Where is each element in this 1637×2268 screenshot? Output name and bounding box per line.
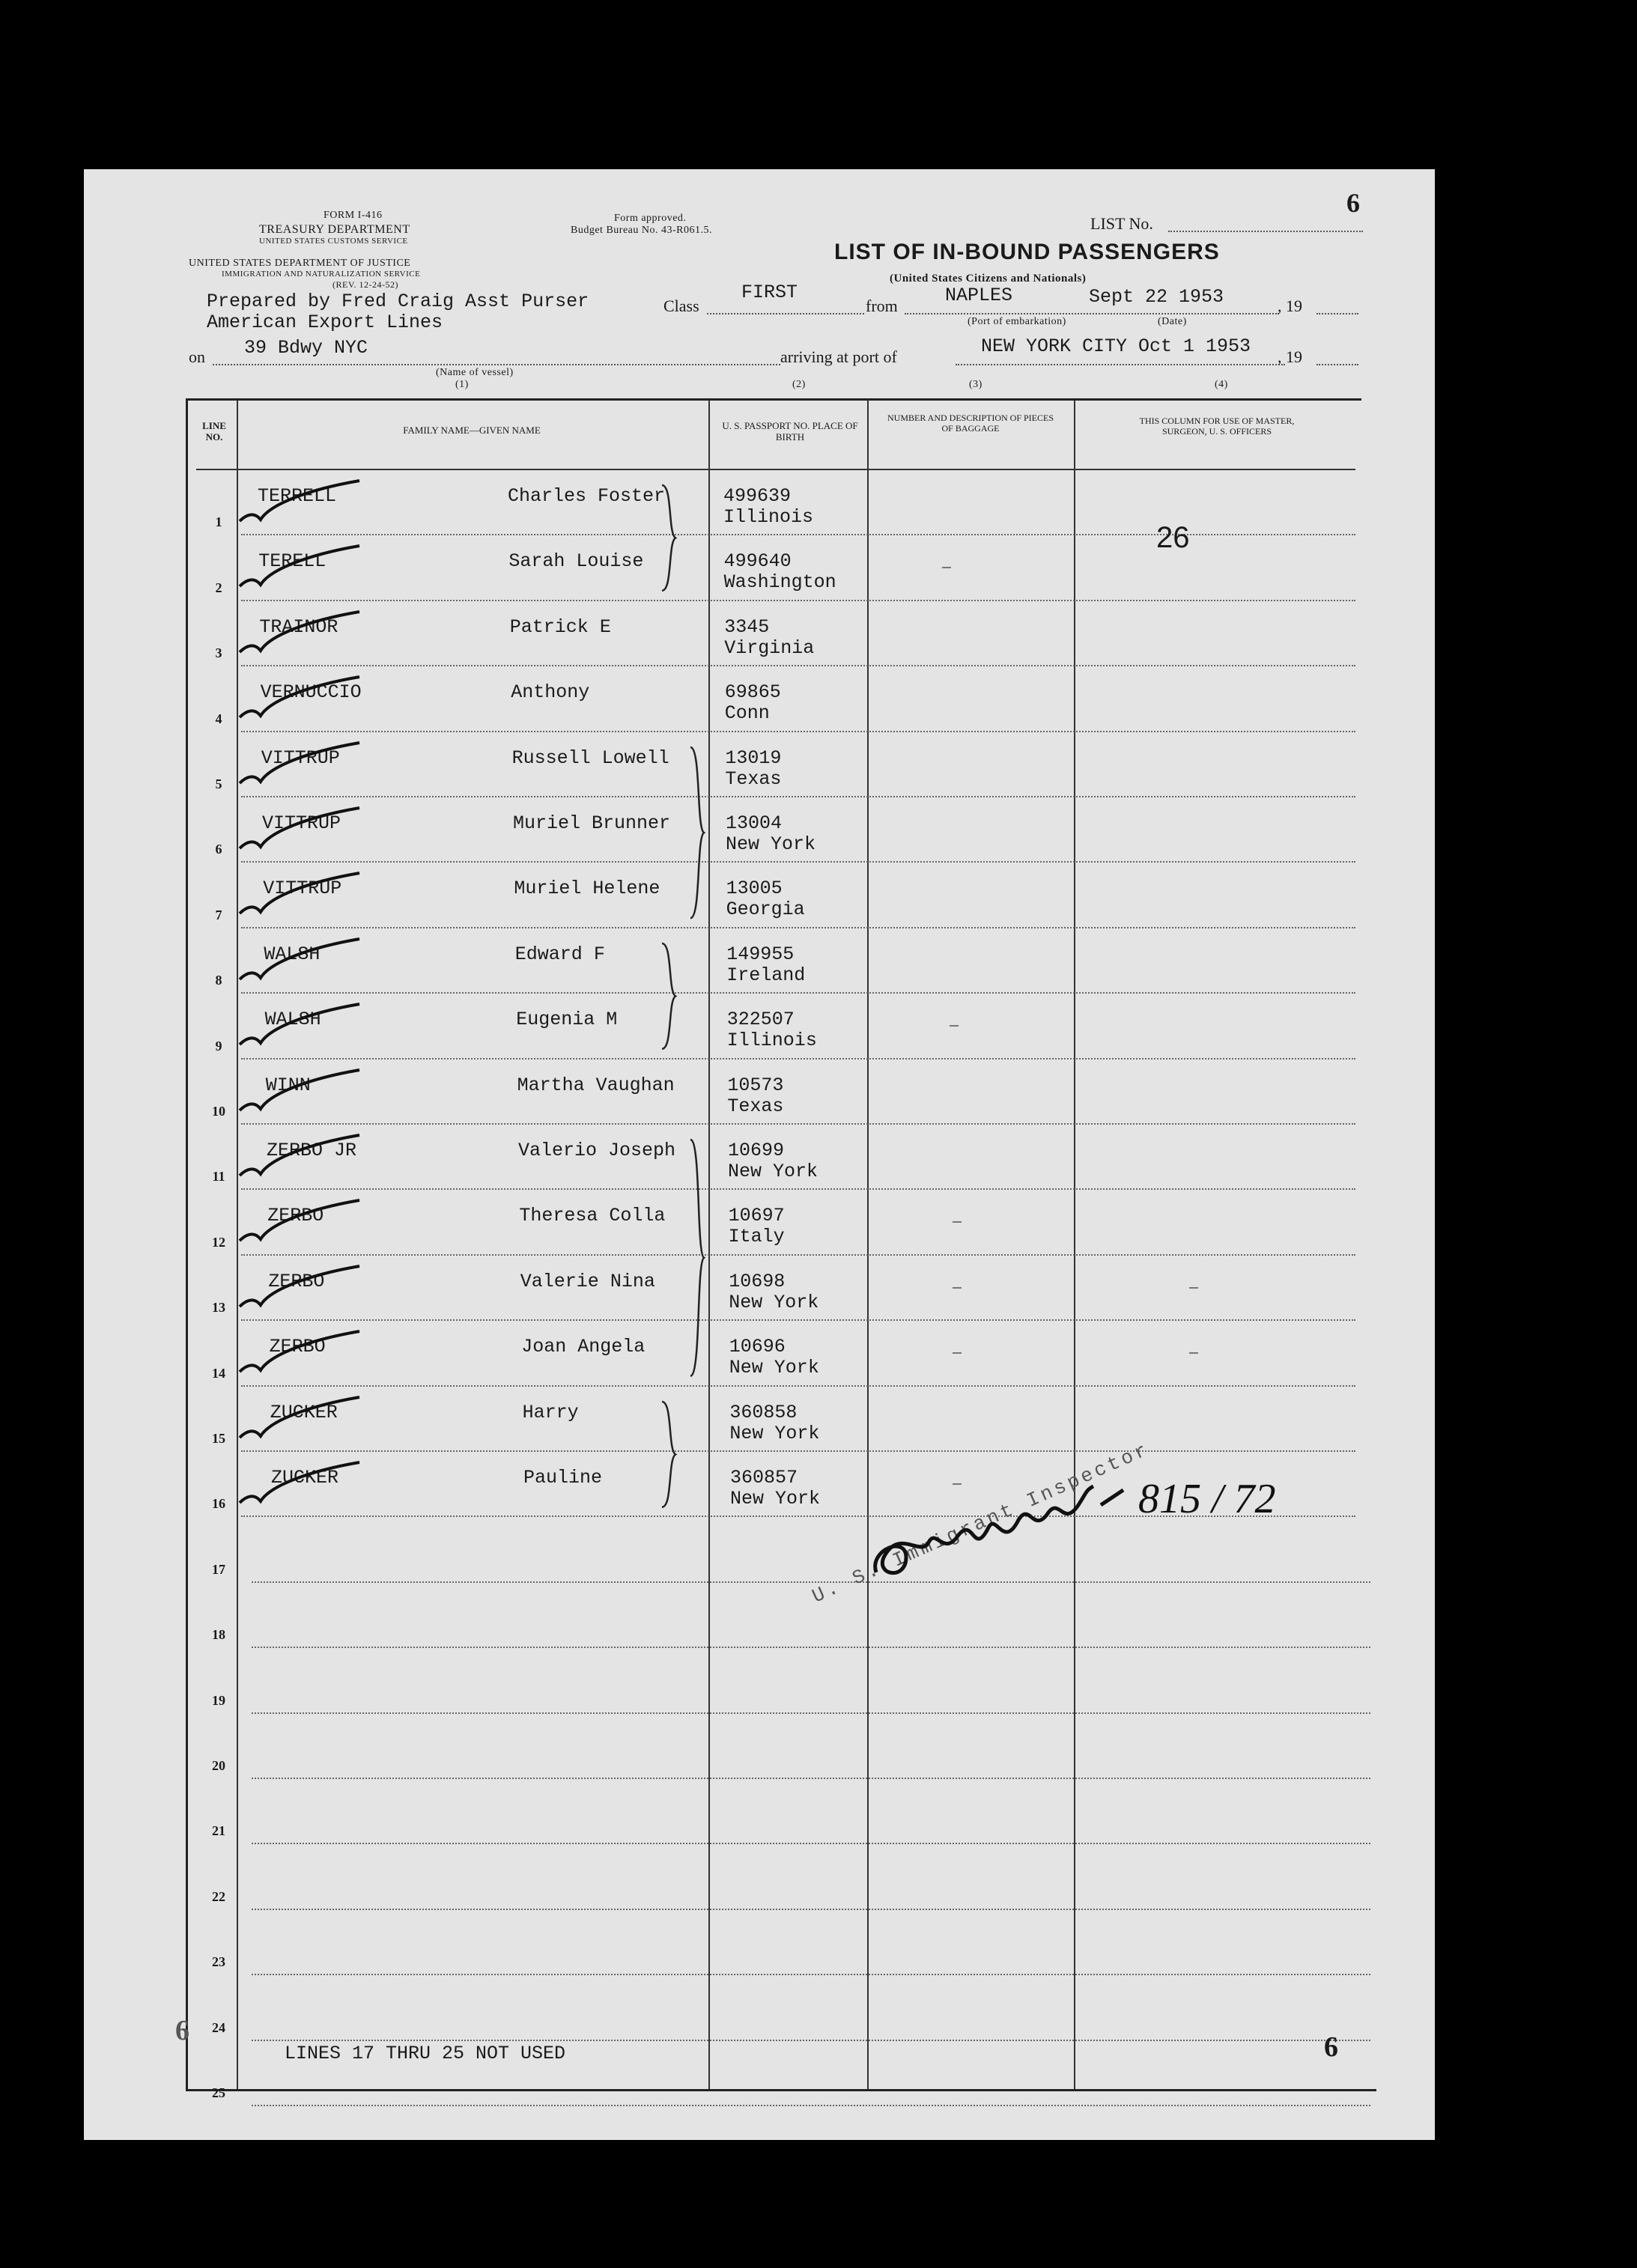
- check-mark: [225, 737, 389, 804]
- class-value: FIRST: [741, 282, 798, 303]
- check-mark: [225, 671, 389, 738]
- family-name: WALSH: [264, 1009, 321, 1031]
- arriving-value: NEW YORK CITY Oct 1 1953: [981, 335, 1251, 357]
- row-divider: [252, 2040, 1370, 2041]
- list-no-label: LIST No.: [1090, 214, 1153, 233]
- family-bracket: [659, 942, 681, 1051]
- passport-number: 322507: [726, 1009, 795, 1031]
- row-number: 15: [212, 1431, 225, 1446]
- family-name: ZERBO: [267, 1205, 324, 1227]
- passport-number: 10697: [728, 1205, 785, 1227]
- row-number: 7: [215, 907, 222, 922]
- row-divider: [241, 1188, 1355, 1190]
- family-bracket: [687, 1138, 710, 1378]
- row-number: 6: [215, 842, 222, 857]
- year-line-2: [1316, 364, 1358, 365]
- col-header-passport: U. S. PASSPORT NO. PLACE OF BIRTH: [722, 420, 858, 443]
- passport-number: 13019: [725, 747, 782, 769]
- blank-dash: [950, 1025, 959, 1027]
- blank-dash: [942, 567, 951, 568]
- family-name: ZERBO: [268, 1270, 325, 1292]
- place-of-birth: New York: [728, 1161, 818, 1182]
- check-mark: [225, 1391, 389, 1459]
- check-mark: [225, 998, 389, 1065]
- address: 39 Bdwy NYC: [244, 337, 368, 359]
- company-name: American Export Lines: [207, 311, 443, 333]
- passport-number: 13004: [726, 812, 783, 834]
- table-left-border: [186, 398, 188, 2091]
- row-divider: [241, 992, 1355, 994]
- row-divider: [252, 1778, 1370, 1779]
- passport-number: 10698: [729, 1270, 786, 1292]
- page-title: LIST OF IN-BOUND PASSENGERS: [834, 240, 1220, 264]
- row-divider: [252, 2105, 1370, 2106]
- row-number: 24: [212, 2019, 225, 2035]
- col4-num: (4): [1215, 379, 1228, 390]
- row-divider: [241, 927, 1355, 928]
- footer-note: LINES 17 THRU 25 NOT USED: [285, 2043, 566, 2064]
- arriving-label: arriving at port of: [780, 347, 897, 366]
- place-of-birth: Washington: [723, 571, 836, 594]
- row-number: 2: [215, 580, 222, 595]
- place-of-birth: Texas: [725, 767, 782, 790]
- row-number: 8: [215, 973, 222, 988]
- page-number-bottom-left: 6: [175, 2015, 189, 2046]
- from-line: [905, 313, 1279, 314]
- page-number-top: 6: [1346, 188, 1360, 218]
- place-of-birth: Illinois: [726, 1030, 817, 1052]
- passport-number: 13005: [726, 878, 783, 900]
- check-mark: [225, 867, 389, 934]
- given-name: Muriel Helene: [514, 878, 660, 900]
- row-divider: [241, 665, 1355, 666]
- vessel-label: (Name of vessel): [436, 367, 514, 378]
- check-mark: [225, 1194, 389, 1262]
- place-of-birth: Virginia: [724, 636, 815, 659]
- given-name: Harry: [522, 1401, 579, 1423]
- justice-department: UNITED STATES DEPARTMENT OF JUSTICE: [189, 258, 411, 269]
- given-name: Patrick E: [509, 615, 611, 638]
- family-name: ZUCKER: [271, 1467, 339, 1489]
- family-name: VITTRUP: [261, 747, 340, 769]
- family-name: VERNUCCIO: [260, 681, 362, 704]
- row-number: 17: [212, 1561, 225, 1577]
- given-name: Russell Lowell: [511, 747, 669, 769]
- place-of-birth: New York: [730, 1488, 821, 1510]
- family-bracket: [687, 746, 710, 919]
- blank-dash: [953, 1287, 962, 1289]
- check-mark: [225, 1325, 389, 1393]
- passport-number: 499639: [723, 485, 792, 507]
- place-of-birth: New York: [729, 1357, 819, 1379]
- row-divider: [241, 796, 1355, 797]
- table-top-border: [186, 398, 1361, 401]
- col-header-name: FAMILY NAME—GIVEN NAME: [403, 425, 541, 436]
- row-divider: [241, 1385, 1355, 1387]
- date-label: (Date): [1158, 316, 1187, 327]
- family-name: ZERBO: [269, 1336, 326, 1358]
- year-line: [1316, 313, 1358, 314]
- family-name: TERRELL: [258, 485, 337, 507]
- col-header-line-no: LINE NO.: [202, 420, 226, 443]
- passport-number: 149955: [726, 943, 795, 965]
- from-value: NAPLES: [945, 285, 1013, 306]
- inspector-signature: [861, 1445, 1281, 1610]
- row-number: 3: [215, 645, 222, 661]
- check-mark: [225, 1456, 389, 1524]
- given-name: Martha Vaughan: [517, 1074, 675, 1096]
- col1-num: (1): [455, 379, 469, 390]
- form-revision: (REV. 12-24-52): [332, 279, 398, 290]
- given-name: Theresa Colla: [519, 1205, 666, 1227]
- form-approved: Form approved.: [614, 213, 687, 224]
- passport-number: 3345: [724, 615, 770, 638]
- row-number: 11: [212, 1169, 225, 1185]
- given-name: Edward F: [514, 943, 605, 965]
- row-number: 18: [212, 1627, 225, 1643]
- place-of-birth: Georgia: [726, 899, 805, 921]
- row-number: 13: [212, 1300, 225, 1316]
- col-header-officers: THIS COLUMN FOR USE OF MASTER, SURGEON, U. S. OFFICERS: [1139, 416, 1295, 437]
- row-divider: [241, 731, 1355, 732]
- given-name: Joan Angela: [521, 1336, 646, 1358]
- date-value: Sept 22 1953: [1089, 286, 1224, 308]
- col-divider-passport: [867, 400, 869, 2089]
- row-number: 4: [215, 711, 222, 726]
- header-bottom-border: [196, 469, 1355, 470]
- blank-dash: [953, 1221, 962, 1223]
- class-line: [707, 313, 864, 314]
- given-name: Muriel Brunner: [513, 812, 671, 834]
- row-divider: [252, 1712, 1370, 1714]
- customs-service: UNITED STATES CUSTOMS SERVICE: [259, 237, 408, 246]
- row-divider: [252, 1974, 1370, 1975]
- family-name: WINN: [265, 1074, 311, 1096]
- family-bracket: [659, 484, 681, 592]
- passport-number: 360858: [729, 1401, 798, 1423]
- passport-number: 499640: [723, 550, 792, 573]
- row-number: 1: [215, 514, 222, 530]
- row-number: 12: [212, 1234, 225, 1250]
- passport-number: 10699: [728, 1140, 785, 1161]
- check-mark: [225, 606, 389, 673]
- arriving-line: [956, 364, 1285, 365]
- passport-number: 10573: [727, 1074, 784, 1096]
- check-mark: [225, 1064, 389, 1131]
- row-divider: [241, 1254, 1355, 1256]
- family-name: TRAINOR: [259, 615, 338, 638]
- passport-number: 69865: [724, 681, 781, 704]
- given-name: Eugenia M: [516, 1009, 618, 1031]
- place-of-birth: Ireland: [726, 964, 806, 986]
- row-divider: [241, 1058, 1355, 1059]
- col-divider-baggage: [1074, 400, 1075, 2089]
- row-number: 16: [212, 1496, 225, 1512]
- place-of-birth: New York: [726, 833, 816, 855]
- class-label: Class: [663, 297, 699, 315]
- inspector-stamp: U. S. Immigrant Inspector: [809, 1438, 1153, 1608]
- col3-num: (3): [969, 379, 982, 390]
- given-name: Pauline: [523, 1467, 603, 1489]
- row-divider: [241, 600, 1355, 601]
- given-name: Anthony: [511, 681, 590, 704]
- row-number: 22: [212, 1888, 225, 1904]
- row-number: 21: [212, 1823, 225, 1839]
- family-name: WALSH: [264, 943, 321, 965]
- check-mark: [225, 1129, 389, 1197]
- place-of-birth: Italy: [728, 1226, 785, 1248]
- page-subtitle: (United States Citizens and Nationals): [890, 273, 1087, 285]
- given-name: Valerie Nina: [520, 1270, 655, 1292]
- check-mark: [225, 475, 389, 542]
- treasury-department: TREASURY DEPARTMENT: [259, 223, 410, 236]
- row-number: 5: [215, 776, 222, 791]
- ins-service: IMMIGRATION AND NATURALIZATION SERVICE: [222, 270, 421, 279]
- row-number: 25: [212, 2085, 225, 2100]
- family-name: ZUCKER: [270, 1401, 338, 1423]
- row-divider: [241, 861, 1355, 863]
- on-label: on: [189, 347, 205, 366]
- year-suffix: , 19: [1278, 297, 1302, 315]
- check-mark: [225, 933, 389, 1000]
- passport-number: 10696: [729, 1336, 786, 1358]
- row-number: 23: [212, 1954, 225, 1970]
- given-name: Charles Foster: [508, 485, 666, 507]
- port-embark-label: (Port of embarkation): [968, 316, 1066, 327]
- check-mark: [225, 802, 389, 869]
- check-mark: [225, 540, 389, 607]
- place-of-birth: Conn: [724, 702, 770, 725]
- row-number: 10: [212, 1104, 225, 1119]
- col2-num: (2): [792, 379, 806, 390]
- family-name: TERELL: [258, 550, 327, 573]
- place-of-birth: Illinois: [723, 506, 814, 528]
- budget-bureau: Budget Bureau No. 43-R061.5.: [571, 225, 712, 236]
- row-number: 9: [215, 1038, 222, 1054]
- family-name: VITTRUP: [263, 878, 342, 900]
- row-divider: [252, 1909, 1370, 1910]
- year-suffix-2: , 19: [1278, 347, 1302, 366]
- family-bracket: [659, 1400, 681, 1509]
- check-mark: [225, 1260, 389, 1328]
- row-number: 19: [212, 1692, 225, 1708]
- place-of-birth: New York: [729, 1422, 820, 1444]
- blank-dash: [1189, 1287, 1198, 1289]
- family-name: ZERBO JR: [267, 1140, 357, 1161]
- blank-dash: [1189, 1352, 1198, 1354]
- form-number: FORM I-416: [324, 210, 383, 221]
- row-number: 14: [212, 1365, 225, 1381]
- given-name: Valerio Joseph: [518, 1140, 676, 1161]
- vessel-line: [213, 364, 780, 365]
- blank-dash: [953, 1352, 962, 1354]
- passport-number: 360857: [730, 1467, 798, 1489]
- place-of-birth: New York: [729, 1291, 819, 1313]
- given-name: Sarah Louise: [508, 550, 644, 573]
- signature-text: 815 / 72: [1138, 1476, 1276, 1522]
- from-label: from: [866, 297, 898, 315]
- officer-count: 26: [1156, 521, 1190, 554]
- family-name: VITTRUP: [262, 812, 341, 834]
- page-number-bottom-right: 6: [1324, 2031, 1338, 2063]
- row-divider: [252, 1843, 1370, 1844]
- place-of-birth: Texas: [727, 1095, 784, 1117]
- row-number: 20: [212, 1758, 225, 1773]
- col-header-baggage: NUMBER AND DESCRIPTION OF PIECES OF BAGGAGE: [887, 413, 1054, 434]
- row-divider: [252, 1647, 1370, 1648]
- table-bottom-border: [186, 2089, 1376, 2091]
- row-divider: [241, 1123, 1355, 1125]
- list-no-line: [1168, 231, 1363, 232]
- prepared-by: Prepared by Fred Craig Asst Purser: [207, 291, 589, 312]
- row-divider: [241, 1319, 1355, 1321]
